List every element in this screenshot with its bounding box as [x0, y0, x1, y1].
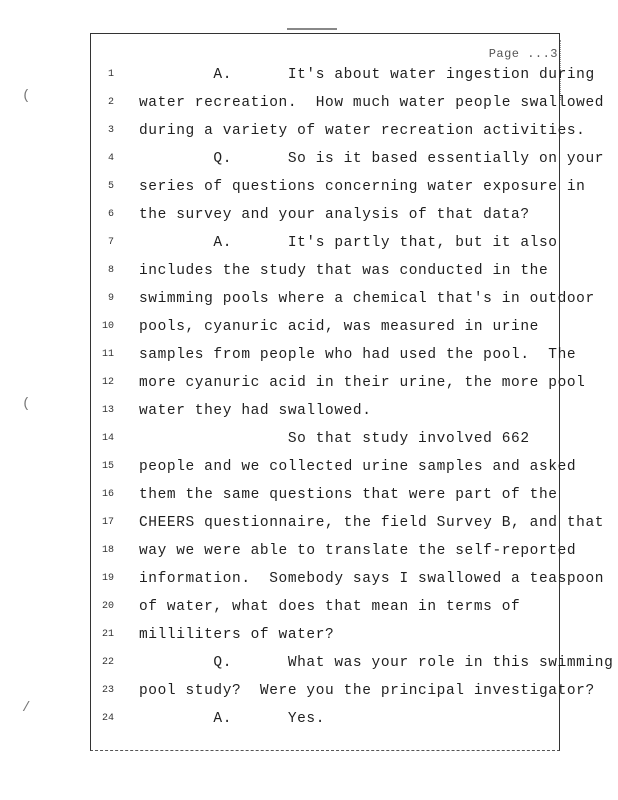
line-number: 20: [101, 601, 114, 612]
line-number: 2: [107, 97, 114, 108]
transcript-line: samples from people who had used the pool. The: [139, 347, 577, 363]
transcript-line: of water, what does that mean in terms of: [139, 599, 521, 615]
line-number: 10: [101, 321, 114, 332]
transcript-line: A. Yes.: [139, 711, 326, 727]
line-number: 4: [107, 153, 114, 164]
line-number: 7: [107, 237, 114, 248]
line-number: 15: [101, 461, 114, 472]
line-number: 3: [107, 125, 114, 136]
line-number: 19: [101, 573, 114, 584]
line-number: 12: [101, 377, 114, 388]
transcript-line: Q. So is it based essentially on your: [139, 151, 605, 167]
transcript-line: A. It's about water ingestion during: [139, 67, 595, 83]
line-number: 24: [101, 713, 114, 724]
transcript-line: way we were able to translate the self-reported: [139, 543, 577, 559]
transcript-line: So that study involved 662: [139, 431, 530, 447]
transcript-line: series of questions concerning water exposure in: [139, 179, 586, 195]
line-number: 9: [107, 293, 114, 304]
transcript-line: water recreation. How much water people swallowed: [139, 95, 605, 111]
transcript-line: pool study? Were you the principal investigator?: [139, 683, 595, 699]
line-number: 22: [101, 657, 114, 668]
transcript-line: more cyanuric acid in their urine, the more pool: [139, 375, 586, 391]
line-number: 16: [101, 489, 114, 500]
line-number: 1: [107, 69, 114, 80]
page-number: Page ...3: [488, 47, 558, 61]
transcript-line: the survey and your analysis of that data?: [139, 207, 530, 223]
transcript-line: CHEERS questionnaire, the field Survey B, and that: [139, 515, 605, 531]
transcript-line: milliliters of water?: [139, 627, 335, 643]
line-number: 13: [101, 405, 114, 416]
transcript-line: Q. What was your role in this swimming: [139, 655, 614, 671]
line-number: 14: [101, 433, 114, 444]
page-top-mark: [287, 28, 337, 30]
transcript-line: A. It's partly that, but it also: [139, 235, 558, 251]
margin-bracket-mark: (: [22, 88, 31, 104]
transcript-line: them the same questions that were part of the: [139, 487, 558, 503]
transcript-line: water they had swallowed.: [139, 403, 372, 419]
transcript-line: information. Somebody says I swallowed a teaspoon: [139, 571, 605, 587]
margin-bracket-mark: (: [22, 396, 31, 412]
line-number: 5: [107, 181, 114, 192]
line-number: 11: [101, 349, 114, 360]
line-number: 21: [101, 629, 114, 640]
transcript-line: swimming pools where a chemical that's in outdoor: [139, 291, 595, 307]
transcript-line: includes the study that was conducted in the: [139, 263, 549, 279]
transcript-line: during a variety of water recreation activities.: [139, 123, 586, 139]
transcript-page-frame: [90, 33, 560, 751]
line-number: 18: [101, 545, 114, 556]
transcript-line: pools, cyanuric acid, was measured in urine: [139, 319, 539, 335]
transcript-line: people and we collected urine samples and asked: [139, 459, 577, 475]
line-number: 6: [107, 209, 114, 220]
margin-slash-mark: /: [22, 700, 31, 716]
line-number: 8: [107, 265, 114, 276]
line-number: 17: [101, 517, 114, 528]
line-number: 23: [101, 685, 114, 696]
